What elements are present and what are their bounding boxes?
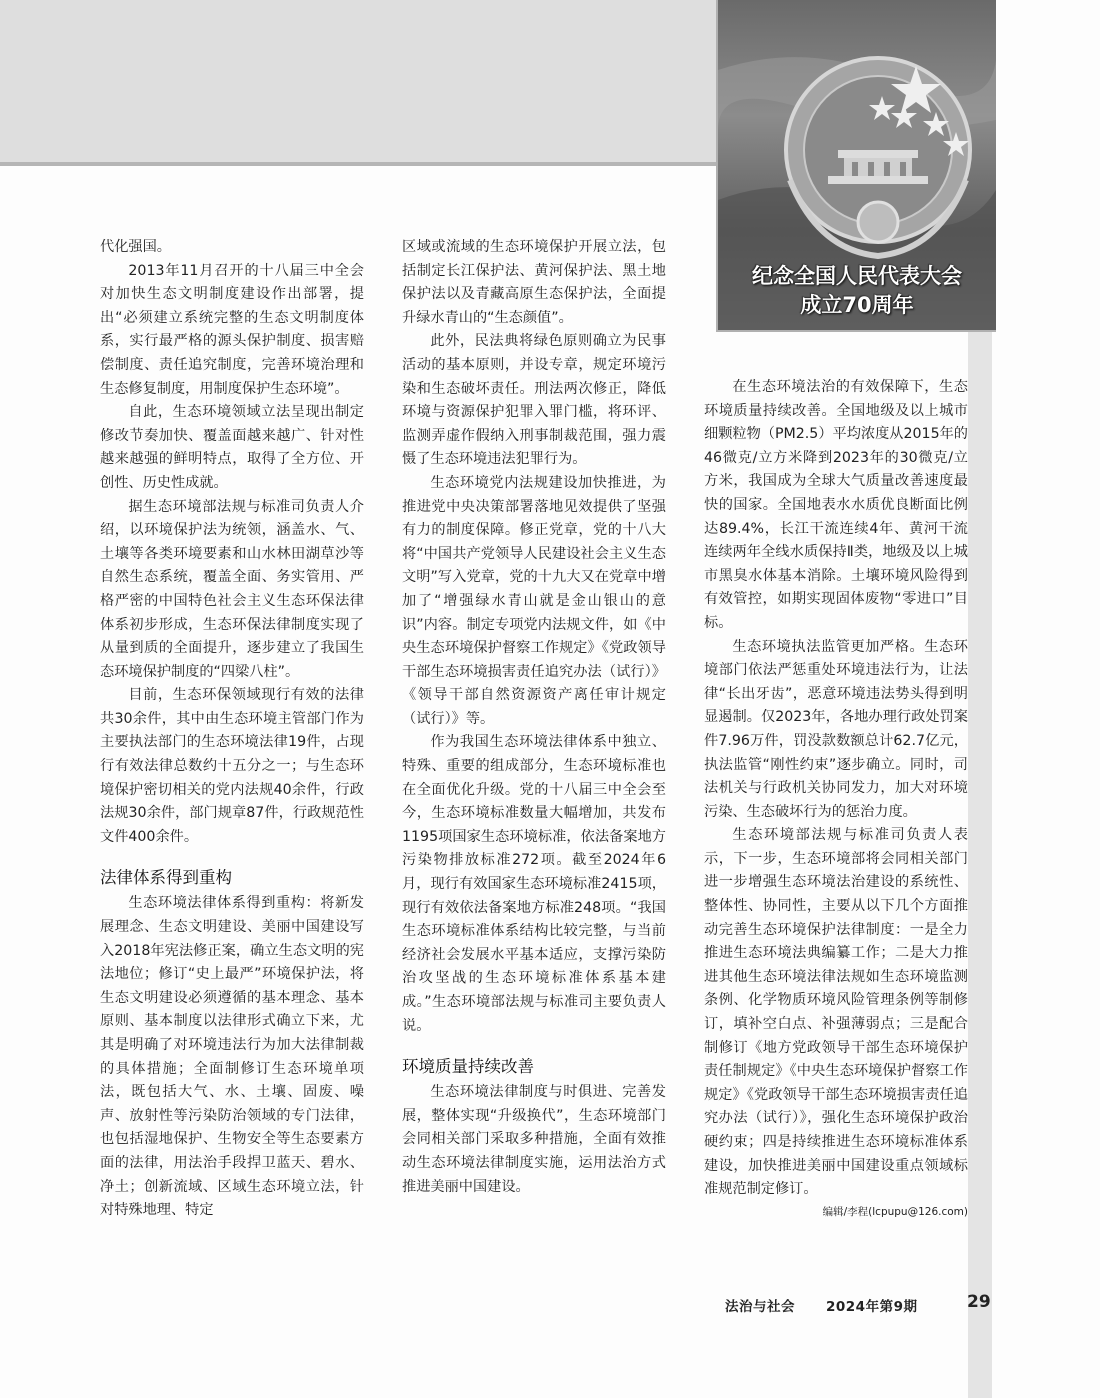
paragraph: 代化强国。 bbox=[100, 239, 171, 255]
paragraph: 作为我国生态环境法律体系中独立、特殊、重要的组成部分，生态环境标准也在全面优化升级。党的十八届三中全会至今，生态环境标准数量大幅增加，共发布1195项国家生态环境标准，依法备案地方污染物排放标准272项。截至2024年6月，现行有效国家生态环境标准2415项，现行有效依法备案地方标准248项。“我国生态环境标准体系结构比较完整，与当前经济社会发展水平基本适应，支撑污染防治攻坚战的生态环境标准体系基本建成。”生态环境部法规与标准司主要负责人说。 bbox=[402, 734, 666, 1034]
paragraph: 生态环境部法规与标准司负责人表示，下一步，生态环境部将会同相关部门进一步增强生态环境法治建设的系统性、整体性、协同性，主要从以下几个方面推动完善生态环境保护法律制度：一是全力推进生态环境法典编纂工作；二是大力推进其他生态环境法律法规如生态环境监测条例、化学物质环境风险管理条例等制修订，填补空白点、补强薄弱点；三是配合制修订《地方党政领导干部生态环境保护责任制规定》《中央生态环境保护督察工作规定》《党政领导干部生态环境损害责任追究办法（试行）》，强化生态环境保护政治硬约束；四是持续推进生态环境标准体系建设，加快推进美丽中国建设重点领域标准规范制定修订。 bbox=[704, 827, 968, 1198]
page-number: 29 bbox=[967, 1292, 991, 1312]
paragraph: 区域或流域的生态环境保护开展立法，包括制定长江保护法、黄河保护法、黑土地保护法以及青藏高原生态保护法，全面提升绿水青山的“生态颜值”。 bbox=[402, 239, 666, 326]
emblem-photo bbox=[716, 0, 996, 332]
paragraph: 生态环境党内法规建设加快推进，为推进党中央决策部署落地见效提供了坚强有力的制度保障。修正党章，党的十八大将“中国共产党领导人民建设社会主义生态文明”写入党章，党的十九大又在党章中增加了“增强绿水青山就是金山银山的意识”内容。制定专项党内法规文件，如《中央生态环境保护督察工作规定》《党政领导干部生态环境损害责任追究办法（试行）》《领导干部自然资源资产离任审计规定（试行）》等。 bbox=[402, 474, 666, 727]
paragraph: 在生态环境法治的有效保障下，生态环境质量持续改善。全国地级及以上城市细颗粒物（PM2.5）平均浓度从2015年的46微克/立方米降到2023年的30微克/立方米，我国成为全球大气质量改善速度最快的国家。全国地表水水质优良断面比例达89.4%，长江干流连续4年、黄河干流连续两年全线水质保持Ⅱ类，地级及以上城市黑臭水体基本消除。土壤环境风险得到有效管控，如期实现固体废物“零进口”目标。 bbox=[704, 379, 968, 631]
page-footer bbox=[725, 1292, 995, 1318]
paragraph: 生态环境法律制度与时俱进、完善发展，整体实现“升级换代”，生态环境部门会同相关部门采取多种措施，全面有效推动生态环境法律制度实施，运用法治方式推进美丽中国建设。 bbox=[402, 1084, 666, 1195]
paragraph: 自此，生态环境领域立法呈现出制定修改节奏加快、覆盖面越来越广、针对性越来越强的鲜明特点，取得了全方位、开创性、历史性成就。 bbox=[100, 404, 364, 491]
hero-caption-line-2: 成立70周年 bbox=[800, 293, 914, 317]
article-column-1 bbox=[100, 236, 364, 1223]
article-column-2 bbox=[402, 236, 666, 1199]
paragraph: 生态环境执法监管更加严格。生态环境部门依法严惩重处环境违法行为，让法律“长出牙齿”，恶意环境违法势头得到明显遏制。仅2023年，各地办理行政处罚案件7.96万件，罚没款数额总计62.7亿元，执法监管“刚性约束”逐步确立。同时，司法机关与行政机关协同发力，加大对环境污染、生态破坏行为的惩治力度。 bbox=[704, 638, 968, 820]
paragraph: 据生态环境部法规与标准司负责人介绍，以环境保护法为统领，涵盖水、气、土壤等各类环境要素和山水林田湖草沙等自然生态系统，覆盖全面、务实管用、严格严密的中国特色社会主义生态环保法律体系初步形成，生态环保法律制度实现了从量到质的全面提升，逐步建立了我国生态环境保护制度的“四梁八柱”。 bbox=[100, 498, 364, 680]
paragraph: 此外，民法典将绿色原则确立为民事活动的基本原则，并设专章，规定环境污染和生态破坏责任。刑法两次修正，降低环境与资源保护犯罪入罪门槛，将环评、监测弄虚作假纳入刑事制裁范围，强力震慑了生态环境违法犯罪行为。 bbox=[402, 333, 666, 468]
hero-caption-line-1: 纪念全国人民代表大会 bbox=[752, 264, 962, 288]
header-rule bbox=[0, 162, 716, 166]
side-strip bbox=[968, 330, 992, 1398]
issue-label: 2024年第9期 bbox=[826, 1299, 918, 1315]
paragraph: 目前，生态环保领域现行有效的法律共30余件，其中由生态环境主管部门作为主要执法部门的生态环境法律19件，占现行有效法律总数约十五分之一；与生态环境保护密切相关的党内法规40余件，行政法规30余件，部门规章87件，行政规范性文件400余件。 bbox=[100, 687, 364, 845]
publication-name: 法治与社会 bbox=[725, 1299, 795, 1315]
section-heading: 法律体系得到重构 bbox=[100, 868, 232, 888]
paragraph: 生态环境法律体系得到重构：将新发展理念、生态文明建设、美丽中国建设写入2018年宪法修正案，确立生态文明的宪法地位；修订“史上最严”环境保护法，将生态文明建设必须遵循的基本理念、基本原则、基本制度以法律形式确立下来，尤其是明确了对环境违法行为加大法律制裁的具体措施；全面制修订生态环境单项法，既包括大气、水、土壤、固废、噪声、放射性等污染防治领域的专门法律，也包括湿地保护、生物安全等生态要素方面的法律，用法治手段捍卫蓝天、碧水、净土；创新流域、区域生态环境立法，针对特殊地理、特定 bbox=[100, 895, 364, 1219]
hero-caption bbox=[718, 262, 996, 320]
header-band bbox=[0, 0, 716, 162]
paragraph: 2013年11月召开的十八届三中全会对加快生态文明制度建设作出部署，提出“必须建立系统完整的生态文明制度体系，实行最严格的源头保护制度、损害赔偿制度、责任追究制度，完善环境治理和生态修复制度，用制度保护生态环境”。 bbox=[100, 262, 364, 397]
section-heading: 环境质量持续改善 bbox=[402, 1057, 534, 1077]
article-column-3 bbox=[704, 376, 968, 1221]
editor-credit: 编辑/李程(lcpupu@126.com) bbox=[822, 1205, 968, 1218]
